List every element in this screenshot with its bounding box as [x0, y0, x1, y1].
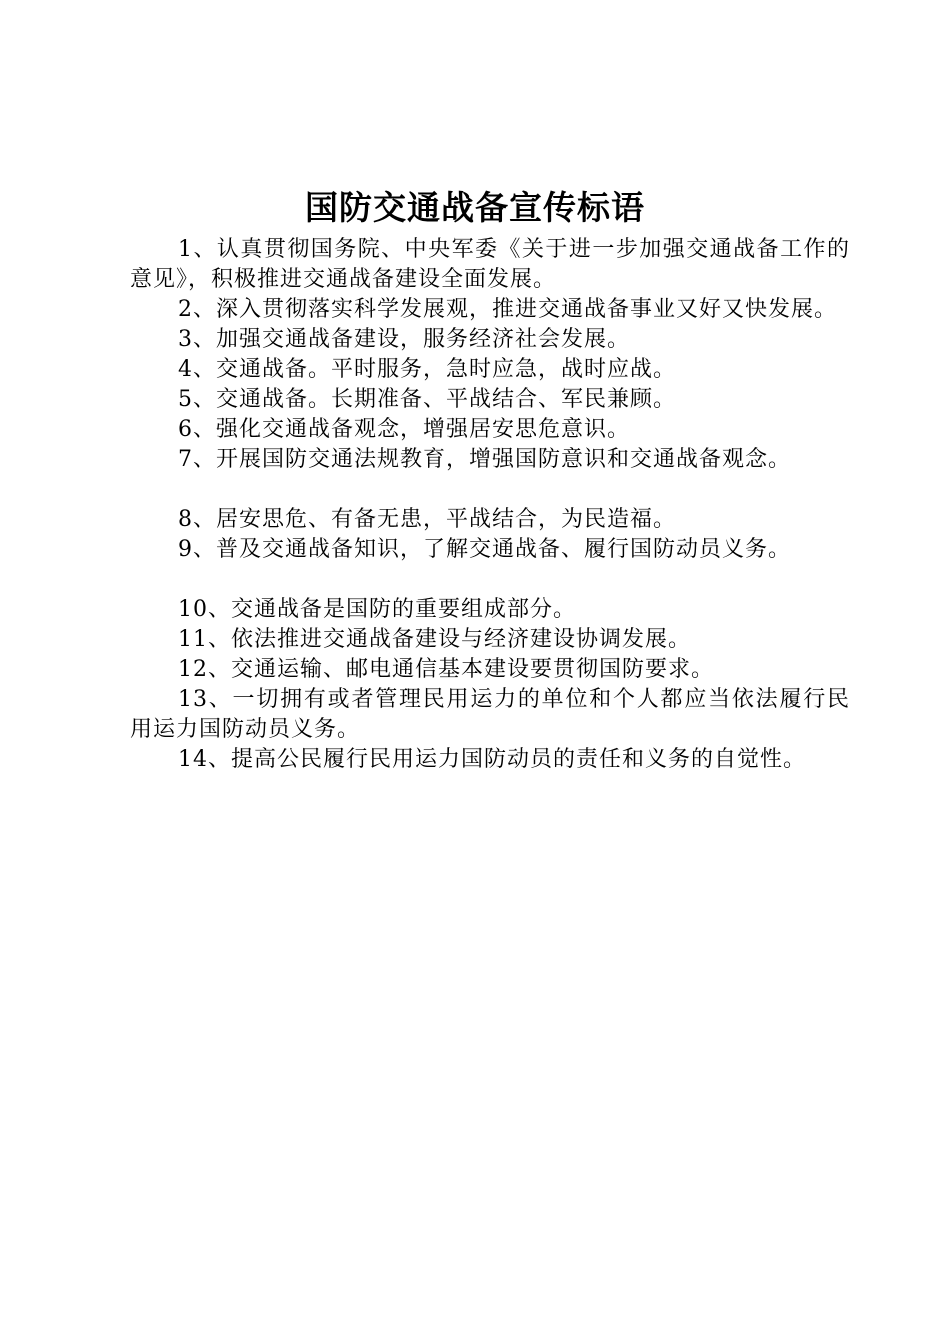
slogan-item: 11、依法推进交通战备建设与经济建设协调发展。 — [178, 627, 691, 652]
slogan-item: 8、居安思危、有备无患，平战结合，为民造福。 — [178, 507, 676, 532]
slogan-item: 4、交通战备。平时服务，急时应急，战时应战。 — [178, 357, 676, 382]
document-title: 国防交通战备宣传标语 — [305, 188, 645, 227]
slogan-item: 12、交通运输、邮电通信基本建设要贯彻国防要求。 — [178, 657, 714, 682]
slogan-item: 14、提高公民履行民用运力国防动员的责任和义务的自觉性。 — [178, 747, 806, 772]
slogan-item: 6、强化交通战备观念，增强居安思危意识。 — [178, 417, 630, 442]
slogan-list — [130, 235, 850, 775]
slogan-item: 10、交通战备是国防的重要组成部分。 — [178, 597, 576, 622]
slogan-item: 3、加强交通战备建设，服务经济社会发展。 — [178, 327, 630, 352]
slogan-item: 5、交通战备。长期准备、平战结合、军民兼顾。 — [178, 387, 676, 412]
slogan-item: 7、开展国防交通法规教育，增强国防意识和交通战备观念。 — [178, 447, 791, 472]
slogan-item: 9、普及交通战备知识，了解交通战备、履行国防动员义务。 — [178, 537, 791, 562]
slogan-item: 2、深入贯彻落实科学发展观，推进交通战备事业又好又快发展。 — [178, 297, 837, 322]
slogan-item: 1、认真贯彻国务院、中央军委《关于进一步加强交通战备工作的意见》，积极推进交通战备建设全面发展。 — [130, 237, 850, 292]
slogan-item: 13、一切拥有或者管理民用运力的单位和个人都应当依法履行民用运力国防动员义务。 — [130, 687, 850, 742]
